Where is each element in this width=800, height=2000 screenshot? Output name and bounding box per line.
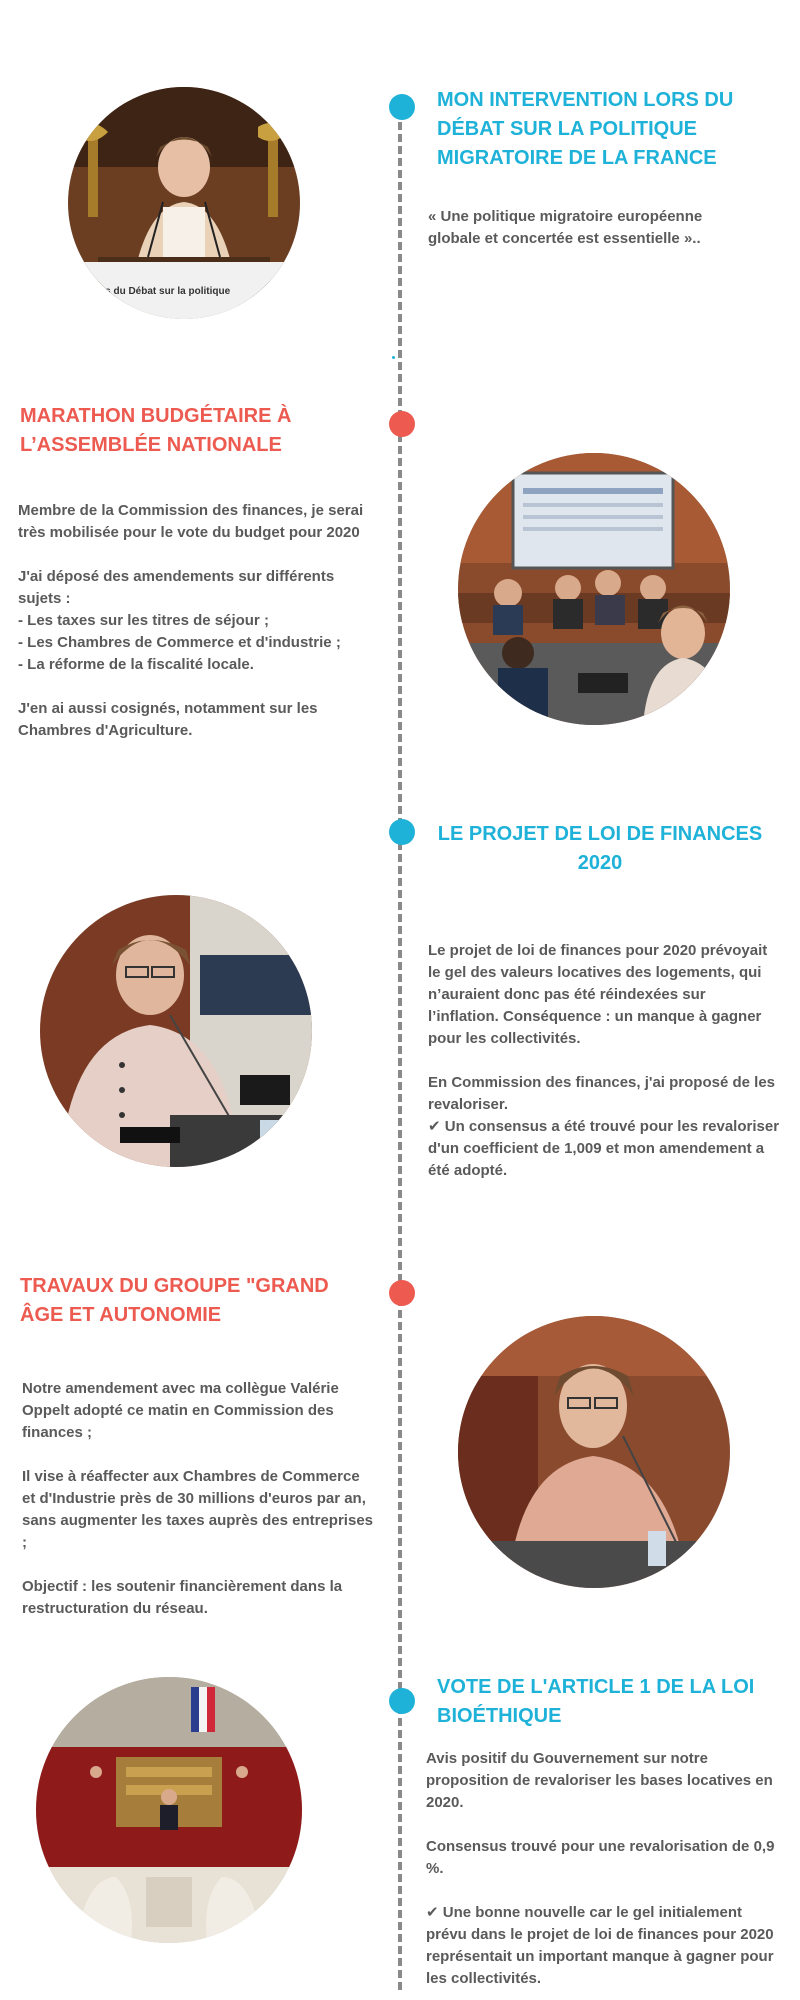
section-4-text: Notre amendement avec ma collègue Valérie Oppelt adopté ce matin en Commission des finances ; Il vise à réaffecter aux Chambres de Commerce et d'Industrie près de 30 millions d'euros par an, sans augmenter les taxes auprès des entreprises ; Objectif : les soutenir financièrement dans la restructuration du réseau. xyxy=(22,1380,374,1617)
commission-meeting-photo xyxy=(458,453,730,725)
deputy-speaking-photo xyxy=(40,895,312,1167)
section-3-title: LE PROJET DE LOI DE FINANCES 2020 xyxy=(437,823,763,874)
timeline-dot-2 xyxy=(389,411,415,437)
timeline-dot-1 xyxy=(389,94,415,120)
speaker-at-podium-photo xyxy=(68,87,300,319)
section-2-text: Membre de la Commission des finances, je serai très mobilisée pour le vote du budget pour 2020 J'ai déposé des amendements sur différents sujets : - Les taxes sur les titres de séjour ; - Les Chambres de Commerce et d'industrie ; - La réforme de la fiscalité locale. J'en ai aussi cosignés, notamment sur les Chambres d'Agriculture. xyxy=(18,502,364,739)
timeline-dot-4 xyxy=(389,1280,415,1306)
section-1-title: MON INTERVENTION LORS DU DÉBAT SUR LA POLITIQUE MIGRATOIRE DE LA FRANCE xyxy=(437,89,734,169)
commission-portrait-photo xyxy=(458,1316,730,1588)
timeline-marker xyxy=(392,356,395,359)
assembly-hemicycle-photo xyxy=(36,1677,302,1943)
section-5-title: VOTE DE L'ARTICLE 1 DE LA LOI BIOÉTHIQUE xyxy=(437,1676,755,1727)
section-4-title: TRAVAUX DU GROUPE "GRAND ÂGE ET AUTONOMIE xyxy=(20,1275,329,1326)
timeline-dot-3 xyxy=(389,819,415,845)
section-5-text: Avis positif du Gouvernement sur notre proposition de revaloriser les bases locatives en 2020. Consensus trouvé pour une revalorisation de 0,9 %. ✔ Une bonne nouvelle car le gel initialement prévu dans le projet de loi de finances pour 2020 représentait un important manque à gagner pour les collectivités. xyxy=(426,1750,775,1987)
timeline-dot-5 xyxy=(389,1688,415,1714)
section-2-title: MARATHON BUDGÉTAIRE À L’ASSEMBLÉE NATIONALE xyxy=(20,405,292,456)
section-1-text: « Une politique migratoire européenne globale et concertée est essentielle ».. xyxy=(428,208,703,247)
photo-caption: e lors du Débat sur la politique pont xyxy=(84,286,231,311)
section-3-text: Le projet de loi de finances pour 2020 prévoyait le gel des valeurs locatives des logements, qui n’auraient donc pas été réindexées sur l’inflation. Conséquence : un manque à gagner pour les collectivités. En Commission des finances, j'ai proposé de les revaloriser. ✔ Un consensus a été trouvé pour les revaloriser d'un coefficient de 1,009 et mon amendement a été adopté. xyxy=(428,942,780,1179)
